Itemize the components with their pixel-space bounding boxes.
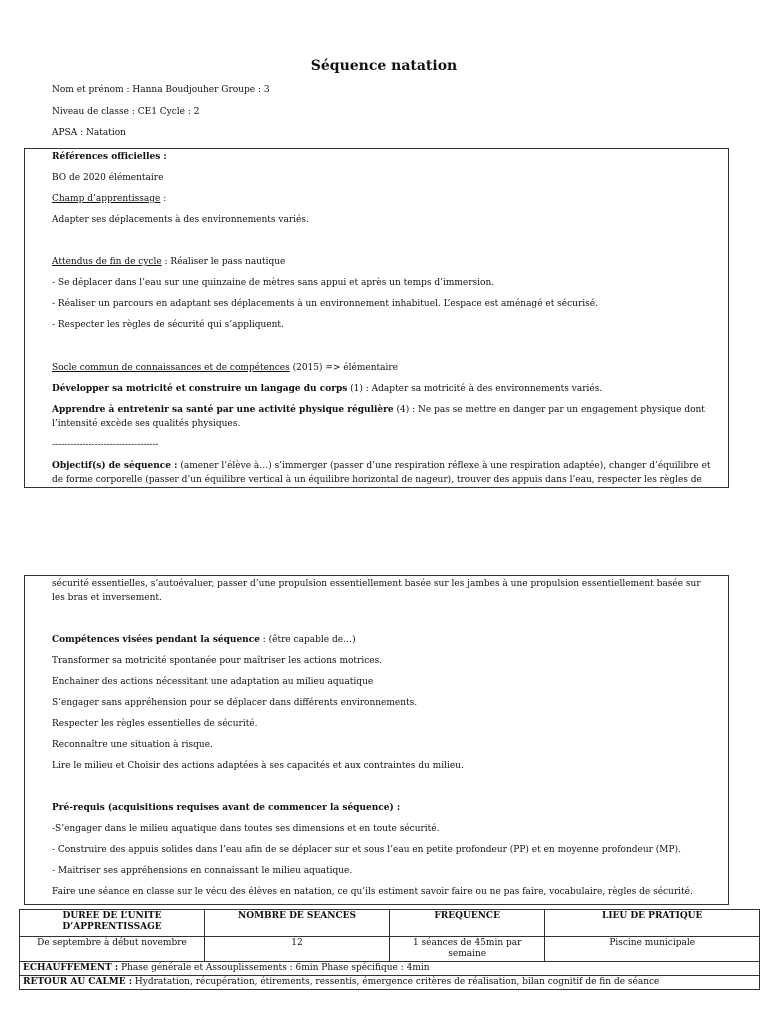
refs-heading: Références officielles :	[52, 152, 167, 162]
domain-4-heading: Apprendre à entretenir sa santé par une activité physique régulière	[52, 405, 394, 415]
objective-text-cont: de forme corporelle (passer d’un équilibre vertical à un équilibre horizontal de nageur), trouver des appuis dans l’eau, respecter les règles de	[52, 475, 702, 485]
cooldown-label: RETOUR AU CALME :	[23, 977, 133, 987]
unit-info-table	[19, 909, 760, 990]
objective-continued-line-2: les bras et inversement.	[52, 593, 162, 603]
attendus-line	[52, 255, 717, 269]
objective-continued	[52, 577, 717, 605]
table-row	[20, 937, 760, 962]
prerequisite-item: -S’engager dans le milieu aquatique dans toutes ses dimensions et en toute sécurité.	[52, 824, 440, 834]
objective-line	[52, 459, 717, 487]
cooldown-cell	[20, 976, 760, 990]
col-duration-header: DUREE DE L’UNITE D’APPRENTISSAGE	[20, 910, 205, 937]
cooldown-row	[20, 976, 760, 990]
objective-continued-line-1: sécurité essentielles, s’autoévaluer, passer d’une propulsion essentiellement basée sur les jambes à une propulsion essentiellement basée sur	[52, 579, 701, 589]
warmup-row	[20, 962, 760, 976]
prerequisite-item: - Construire des appuis solides dans l’eau afin de se déplacer sur et sous l’eau en petite profondeur (PP) et en moyenne profondeur (MP).	[52, 845, 681, 855]
cooldown-text: Hydratation, récupération, étirements, ressentis, émergence critères de réalisation, bilan cognitif de fin de séance	[132, 977, 660, 987]
official-references-box	[24, 148, 729, 488]
competences-box	[24, 575, 729, 905]
sessions-cell: 12	[205, 937, 390, 962]
objective-heading: Objectif(s) de séquence :	[52, 461, 178, 471]
objective-text: (amener l’élève à…) s’immerger (passer d’une respiration réflexe à une respiration adaptée), changer d’équilibre et	[177, 461, 711, 471]
class-level-line: Niveau de classe : CE1 Cycle : 2	[52, 107, 200, 117]
competences-line	[52, 633, 717, 647]
domain-4-text: (4) : Ne pas se mettre en danger par un engagement physique dont	[393, 405, 705, 415]
page-title: Séquence natation	[310, 58, 458, 74]
domain-4-text-cont: l’intensité excède ses qualités physiques.	[52, 419, 241, 429]
socle-suffix: (2015) => élémentaire	[289, 363, 398, 373]
socle-heading: Socle commun de connaissances et de compétences	[52, 363, 290, 373]
champ-line	[52, 192, 717, 206]
attendus-item: - Se déplacer dans l’eau sur une quinzaine de mètres sans appui et après un temps d’immersion.	[52, 278, 495, 288]
champ-suffix: :	[160, 194, 167, 204]
champ-text: Adapter ses déplacements à des environnements variés.	[52, 215, 309, 225]
competence-item: Lire le milieu et Choisir des actions adaptées à ses capacités et aux contraintes du milieu.	[52, 761, 464, 771]
attendus-heading: Attendus de fin de cycle	[52, 257, 162, 267]
warmup-cell	[20, 962, 760, 976]
student-name-line: Nom et prénom : Hanna Boudjouher Groupe : 3	[52, 85, 270, 95]
domain-4-line	[52, 403, 717, 431]
competence-item: Respecter les règles essentielles de sécurité.	[52, 719, 258, 729]
duration-cell: De septembre à début novembre	[20, 937, 205, 962]
attendus-item: - Respecter les règles de sécurité qui s’appliquent.	[52, 320, 284, 330]
domain-1-line	[52, 382, 717, 396]
competence-item: Reconnaître une situation à risque.	[52, 740, 213, 750]
attendus-item: - Réaliser un parcours en adaptant ses déplacements à un environnement inhabituel. L’espace est aménagé et sécurisé.	[52, 299, 598, 309]
apsa-line: APSA : Natation	[52, 128, 126, 138]
domain-1-text: (1) : Adapter sa motricité à des environnements variés.	[347, 384, 603, 394]
competence-item: S’engager sans appréhension pour se déplacer dans différents environnements.	[52, 698, 418, 708]
col-sessions-header: NOMBRE DE SEANCES	[205, 910, 390, 937]
bo-text: BO de 2020 élémentaire	[52, 173, 164, 183]
socle-line	[52, 361, 717, 375]
champ-heading: Champ d’apprentissage	[52, 194, 161, 204]
competence-item: Enchainer des actions nécessitant une adaptation au milieu aquatique	[52, 677, 374, 687]
separator-dashes: -----------------------------------	[52, 440, 159, 450]
col-location-header: LIEU DE PRATIQUE	[545, 910, 760, 937]
frequency-cell: 1 séances de 45min par semaine	[390, 937, 545, 962]
prerequisite-item: Faire une séance en classe sur le vécu des élèves en natation, ce qu’ils estiment savoir faire ou ne pas faire, vocabulaire, règles de sécurité.	[52, 887, 693, 897]
competences-heading: Compétences visées pendant la séquence	[52, 635, 260, 645]
prerequisite-item: - Maitriser ses appréhensions en connaissant le milieu aquatique.	[52, 866, 353, 876]
warmup-text: Phase générale et Assouplissements : 6min Phase spécifique : 4min	[118, 963, 430, 973]
attendus-suffix: : Réaliser le pass nautique	[161, 257, 286, 267]
prerequisites-heading: Pré-requis (acquisitions requises avant de commencer la séquence) :	[52, 803, 401, 813]
warmup-label: ECHAUFFEMENT :	[23, 963, 119, 973]
domain-1-heading: Développer sa motricité et construire un langage du corps	[52, 384, 348, 394]
col-frequency-header: FREQUENCE	[390, 910, 545, 937]
competence-item: Transformer sa motricité spontanée pour maîtriser les actions motrices.	[52, 656, 383, 666]
table-header-row	[20, 910, 760, 937]
location-cell: Piscine municipale	[545, 937, 760, 962]
competences-suffix: : (être capable de…)	[259, 635, 356, 645]
